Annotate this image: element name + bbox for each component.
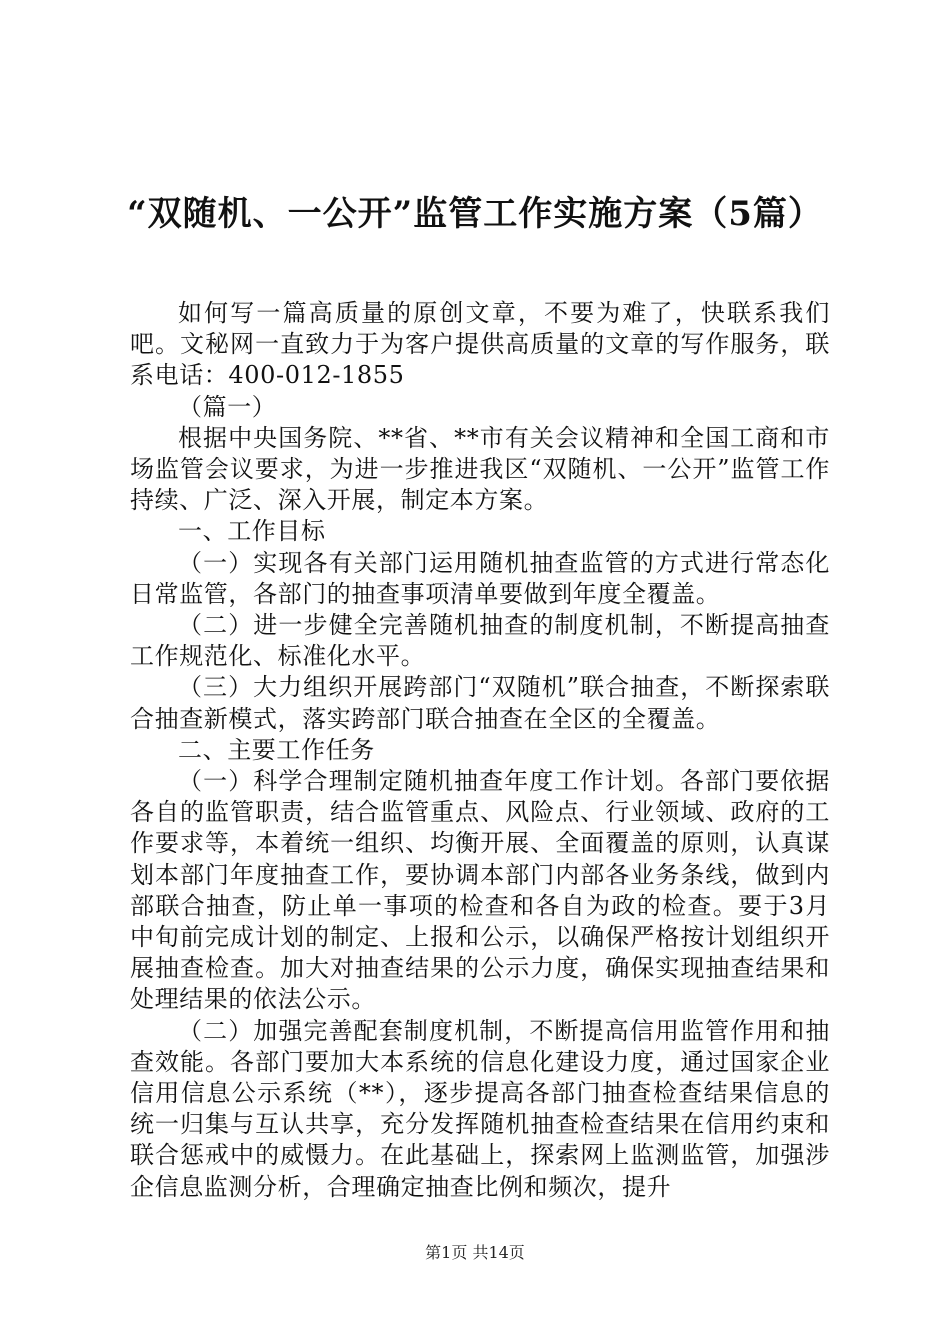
section-heading-tasks: 二、主要工作任务	[178, 735, 375, 764]
paragraph-intro: 如何写一篇高质量的原创文章，不要为难了，快联系我们吧。文秘网一直致力于为客户提供高质量的文章的写作服务，联系电话：400-012-1855	[130, 299, 830, 390]
paragraph-part-one-heading: （篇一）	[178, 392, 277, 421]
document-body	[130, 298, 830, 1203]
goal-item-1: （一）实现各有关部门运用随机抽查监管的方式进行常态化日常监管，各部门的抽查事项清单要做到年度全覆盖。	[130, 548, 830, 608]
task-item-1: （一）科学合理制定随机抽查年度工作计划。各部门要依据各自的监管职责，结合监管重点、风险点、行业领域、政府的工作要求等，本着统一组织、均衡开展、全面覆盖的原则，认真谋划本部门年度抽查工作，要协调本部门内部各业务条线，做到内部联合抽查，防止单一事项的检查和各自为政的检查。要于3月中旬前完成计划的制定、上报和公示，以确保严格按计划组织开展抽查检查。加大对抽查结果的公示力度，确保实现抽查结果和处理结果的依法公示。	[130, 767, 830, 1014]
paragraph-preamble: 根据中央国务院、**省、**市有关会议精神和全国工商和市场监管会议要求，为进一步推进我区“双随机、一公开”监管工作持续、广泛、深入开展，制定本方案。	[130, 423, 830, 515]
page-number-footer: 第1页 共14页	[425, 1243, 525, 1262]
task-item-2: （二）加强完善配套制度机制，不断提高信用监管作用和抽查效能。各部门要加大本系统的信息化建设力度，通过国家企业信用信息公示系统（**），逐步提高各部门抽查检查结果信息的统一归集与互认共享，充分发挥随机抽查检查结果在信用约束和联合惩戒中的威慑力。在此基础上，探索网上监测监管，加强涉企信息监测分析，合理确定抽查比例和频次，提升	[130, 1016, 830, 1201]
goal-item-3: （三）大力组织开展跨部门“双随机”联合抽查，不断探索联合抽查新模式，落实跨部门联合抽查在全区的全覆盖。	[130, 673, 830, 733]
section-heading-goals: 一、工作目标	[178, 517, 326, 546]
document-title: “双随机、一公开”监管工作实施方案（5篇）	[127, 194, 823, 234]
goal-item-2: （二）进一步健全完善随机抽查的制度机制，不断提高抽查工作规范化、标准化水平。	[130, 611, 830, 671]
